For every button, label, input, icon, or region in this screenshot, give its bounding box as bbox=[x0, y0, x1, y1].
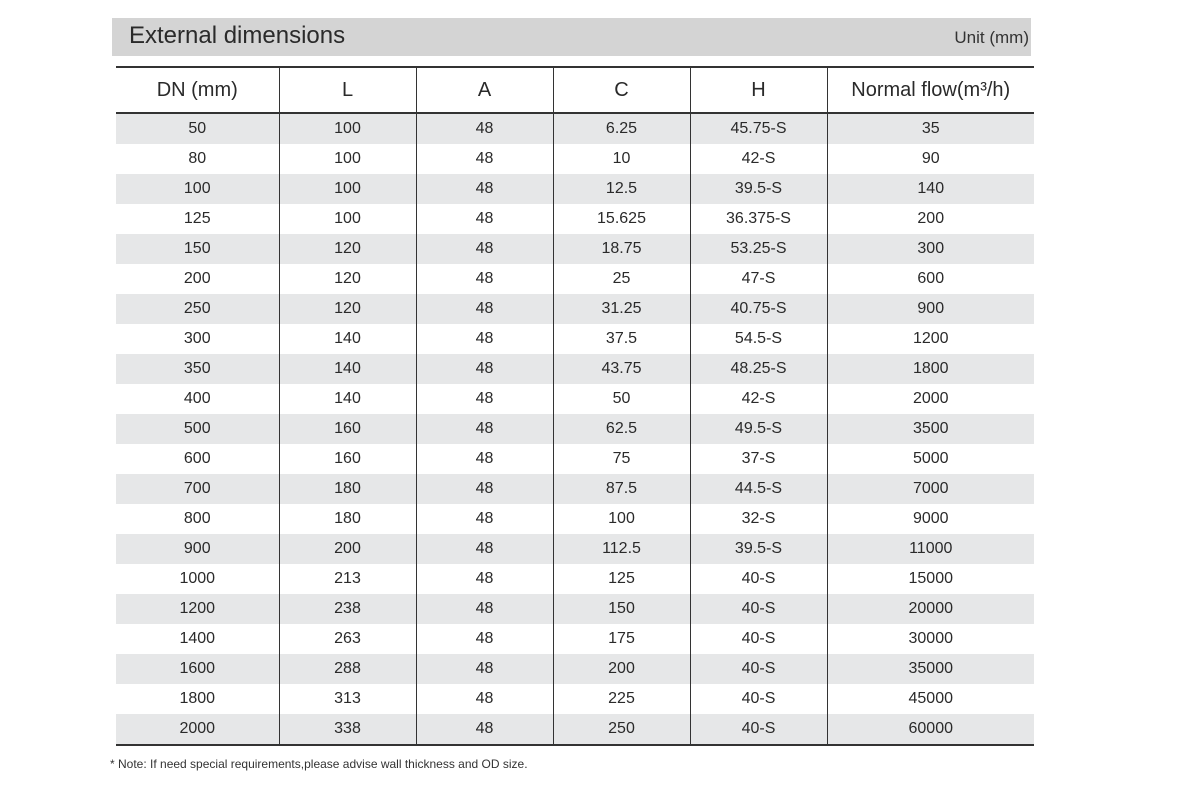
table-row bbox=[116, 144, 1034, 174]
cell-l: 140 bbox=[279, 354, 416, 384]
cell-normal-flow: 900 bbox=[827, 294, 1034, 324]
cell-dn: 250 bbox=[116, 294, 279, 324]
cell-a: 48 bbox=[416, 654, 553, 684]
cell-normal-flow: 30000 bbox=[827, 624, 1034, 654]
table-row bbox=[116, 264, 1034, 294]
cell-l: 200 bbox=[279, 534, 416, 564]
cell-a: 48 bbox=[416, 113, 553, 144]
cell-dn: 400 bbox=[116, 384, 279, 414]
table-row bbox=[116, 474, 1034, 504]
column-header-dn: DN (mm) bbox=[116, 67, 279, 113]
cell-h: 47-S bbox=[690, 264, 827, 294]
cell-a: 48 bbox=[416, 564, 553, 594]
cell-dn: 125 bbox=[116, 204, 279, 234]
cell-normal-flow: 3500 bbox=[827, 414, 1034, 444]
cell-dn: 500 bbox=[116, 414, 279, 444]
section-header-bar bbox=[112, 18, 1031, 56]
cell-h: 54.5-S bbox=[690, 324, 827, 354]
unit-label: Unit (mm) bbox=[954, 28, 1029, 47]
cell-c: 12.5 bbox=[553, 174, 690, 204]
table-row bbox=[116, 504, 1034, 534]
cell-dn: 800 bbox=[116, 504, 279, 534]
column-header-normal-flow: Normal flow(m³/h) bbox=[827, 67, 1034, 113]
section-title: External dimensions bbox=[129, 22, 346, 49]
table-header bbox=[116, 67, 1034, 113]
cell-normal-flow: 20000 bbox=[827, 594, 1034, 624]
cell-c: 75 bbox=[553, 444, 690, 474]
header-row bbox=[116, 67, 1034, 113]
cell-normal-flow: 2000 bbox=[827, 384, 1034, 414]
cell-a: 48 bbox=[416, 264, 553, 294]
table-row bbox=[116, 564, 1034, 594]
table-row bbox=[116, 384, 1034, 414]
cell-h: 49.5-S bbox=[690, 414, 827, 444]
table-row bbox=[116, 174, 1034, 204]
cell-l: 160 bbox=[279, 444, 416, 474]
cell-h: 40-S bbox=[690, 594, 827, 624]
cell-normal-flow: 5000 bbox=[827, 444, 1034, 474]
cell-normal-flow: 90 bbox=[827, 144, 1034, 174]
table-row bbox=[116, 624, 1034, 654]
cell-a: 48 bbox=[416, 534, 553, 564]
cell-dn: 700 bbox=[116, 474, 279, 504]
table-row bbox=[116, 684, 1034, 714]
table-row bbox=[116, 294, 1034, 324]
column-header-c: C bbox=[553, 67, 690, 113]
cell-a: 48 bbox=[416, 474, 553, 504]
cell-l: 100 bbox=[279, 144, 416, 174]
cell-h: 40.75-S bbox=[690, 294, 827, 324]
cell-h: 39.5-S bbox=[690, 174, 827, 204]
cell-normal-flow: 45000 bbox=[827, 684, 1034, 714]
cell-c: 87.5 bbox=[553, 474, 690, 504]
cell-a: 48 bbox=[416, 624, 553, 654]
cell-l: 313 bbox=[279, 684, 416, 714]
table-row bbox=[116, 414, 1034, 444]
cell-normal-flow: 1800 bbox=[827, 354, 1034, 384]
cell-l: 120 bbox=[279, 294, 416, 324]
column-header-l: L bbox=[279, 67, 416, 113]
cell-dn: 900 bbox=[116, 534, 279, 564]
cell-l: 288 bbox=[279, 654, 416, 684]
cell-c: 31.25 bbox=[553, 294, 690, 324]
cell-a: 48 bbox=[416, 174, 553, 204]
cell-c: 62.5 bbox=[553, 414, 690, 444]
cell-h: 44.5-S bbox=[690, 474, 827, 504]
cell-c: 10 bbox=[553, 144, 690, 174]
cell-dn: 1600 bbox=[116, 654, 279, 684]
table-row bbox=[116, 534, 1034, 564]
cell-a: 48 bbox=[416, 444, 553, 474]
cell-dn: 1200 bbox=[116, 594, 279, 624]
cell-c: 50 bbox=[553, 384, 690, 414]
cell-a: 48 bbox=[416, 294, 553, 324]
column-header-h: H bbox=[690, 67, 827, 113]
cell-l: 140 bbox=[279, 324, 416, 354]
cell-normal-flow: 7000 bbox=[827, 474, 1034, 504]
cell-dn: 50 bbox=[116, 113, 279, 144]
cell-dn: 300 bbox=[116, 324, 279, 354]
cell-a: 48 bbox=[416, 354, 553, 384]
cell-normal-flow: 140 bbox=[827, 174, 1034, 204]
cell-normal-flow: 1200 bbox=[827, 324, 1034, 354]
cell-dn: 150 bbox=[116, 234, 279, 264]
cell-h: 40-S bbox=[690, 624, 827, 654]
cell-c: 125 bbox=[553, 564, 690, 594]
table-row bbox=[116, 324, 1034, 354]
cell-l: 160 bbox=[279, 414, 416, 444]
cell-dn: 1000 bbox=[116, 564, 279, 594]
cell-dn: 80 bbox=[116, 144, 279, 174]
cell-h: 42-S bbox=[690, 384, 827, 414]
cell-c: 250 bbox=[553, 714, 690, 745]
cell-a: 48 bbox=[416, 594, 553, 624]
cell-a: 48 bbox=[416, 204, 553, 234]
cell-a: 48 bbox=[416, 504, 553, 534]
cell-normal-flow: 60000 bbox=[827, 714, 1034, 745]
cell-c: 37.5 bbox=[553, 324, 690, 354]
cell-c: 112.5 bbox=[553, 534, 690, 564]
cell-l: 100 bbox=[279, 174, 416, 204]
table-row bbox=[116, 204, 1034, 234]
cell-normal-flow: 300 bbox=[827, 234, 1034, 264]
cell-dn: 100 bbox=[116, 174, 279, 204]
cell-h: 40-S bbox=[690, 654, 827, 684]
cell-normal-flow: 9000 bbox=[827, 504, 1034, 534]
cell-c: 18.75 bbox=[553, 234, 690, 264]
cell-c: 6.25 bbox=[553, 113, 690, 144]
cell-a: 48 bbox=[416, 234, 553, 264]
cell-c: 100 bbox=[553, 504, 690, 534]
cell-l: 120 bbox=[279, 264, 416, 294]
cell-l: 180 bbox=[279, 474, 416, 504]
cell-dn: 1400 bbox=[116, 624, 279, 654]
cell-dn: 600 bbox=[116, 444, 279, 474]
footnote: * Note: If need special requirements,please advise wall thickness and OD size. bbox=[110, 757, 528, 771]
cell-normal-flow: 35 bbox=[827, 113, 1034, 144]
cell-l: 180 bbox=[279, 504, 416, 534]
table-row bbox=[116, 714, 1034, 745]
cell-c: 175 bbox=[553, 624, 690, 654]
cell-l: 238 bbox=[279, 594, 416, 624]
table-body bbox=[116, 113, 1034, 745]
cell-h: 40-S bbox=[690, 564, 827, 594]
cell-l: 263 bbox=[279, 624, 416, 654]
cell-c: 225 bbox=[553, 684, 690, 714]
cell-l: 338 bbox=[279, 714, 416, 745]
table-row bbox=[116, 444, 1034, 474]
cell-c: 150 bbox=[553, 594, 690, 624]
cell-c: 200 bbox=[553, 654, 690, 684]
cell-c: 15.625 bbox=[553, 204, 690, 234]
cell-h: 32-S bbox=[690, 504, 827, 534]
cell-a: 48 bbox=[416, 714, 553, 745]
cell-dn: 2000 bbox=[116, 714, 279, 745]
cell-c: 25 bbox=[553, 264, 690, 294]
cell-h: 40-S bbox=[690, 714, 827, 745]
cell-dn: 200 bbox=[116, 264, 279, 294]
dimensions-table-container bbox=[116, 66, 1034, 746]
table-row bbox=[116, 113, 1034, 144]
cell-c: 43.75 bbox=[553, 354, 690, 384]
cell-h: 40-S bbox=[690, 684, 827, 714]
cell-normal-flow: 11000 bbox=[827, 534, 1034, 564]
cell-h: 42-S bbox=[690, 144, 827, 174]
table-row bbox=[116, 654, 1034, 684]
cell-l: 140 bbox=[279, 384, 416, 414]
cell-h: 53.25-S bbox=[690, 234, 827, 264]
cell-a: 48 bbox=[416, 144, 553, 174]
cell-h: 45.75-S bbox=[690, 113, 827, 144]
cell-normal-flow: 15000 bbox=[827, 564, 1034, 594]
dimensions-table bbox=[116, 66, 1034, 746]
cell-l: 213 bbox=[279, 564, 416, 594]
cell-dn: 350 bbox=[116, 354, 279, 384]
cell-normal-flow: 35000 bbox=[827, 654, 1034, 684]
cell-a: 48 bbox=[416, 414, 553, 444]
column-header-a: A bbox=[416, 67, 553, 113]
cell-h: 48.25-S bbox=[690, 354, 827, 384]
table-row bbox=[116, 354, 1034, 384]
cell-l: 120 bbox=[279, 234, 416, 264]
cell-h: 37-S bbox=[690, 444, 827, 474]
cell-l: 100 bbox=[279, 113, 416, 144]
cell-h: 39.5-S bbox=[690, 534, 827, 564]
cell-dn: 1800 bbox=[116, 684, 279, 714]
cell-a: 48 bbox=[416, 684, 553, 714]
table-row bbox=[116, 594, 1034, 624]
cell-a: 48 bbox=[416, 324, 553, 354]
cell-a: 48 bbox=[416, 384, 553, 414]
cell-normal-flow: 600 bbox=[827, 264, 1034, 294]
cell-l: 100 bbox=[279, 204, 416, 234]
table-row bbox=[116, 234, 1034, 264]
cell-h: 36.375-S bbox=[690, 204, 827, 234]
cell-normal-flow: 200 bbox=[827, 204, 1034, 234]
